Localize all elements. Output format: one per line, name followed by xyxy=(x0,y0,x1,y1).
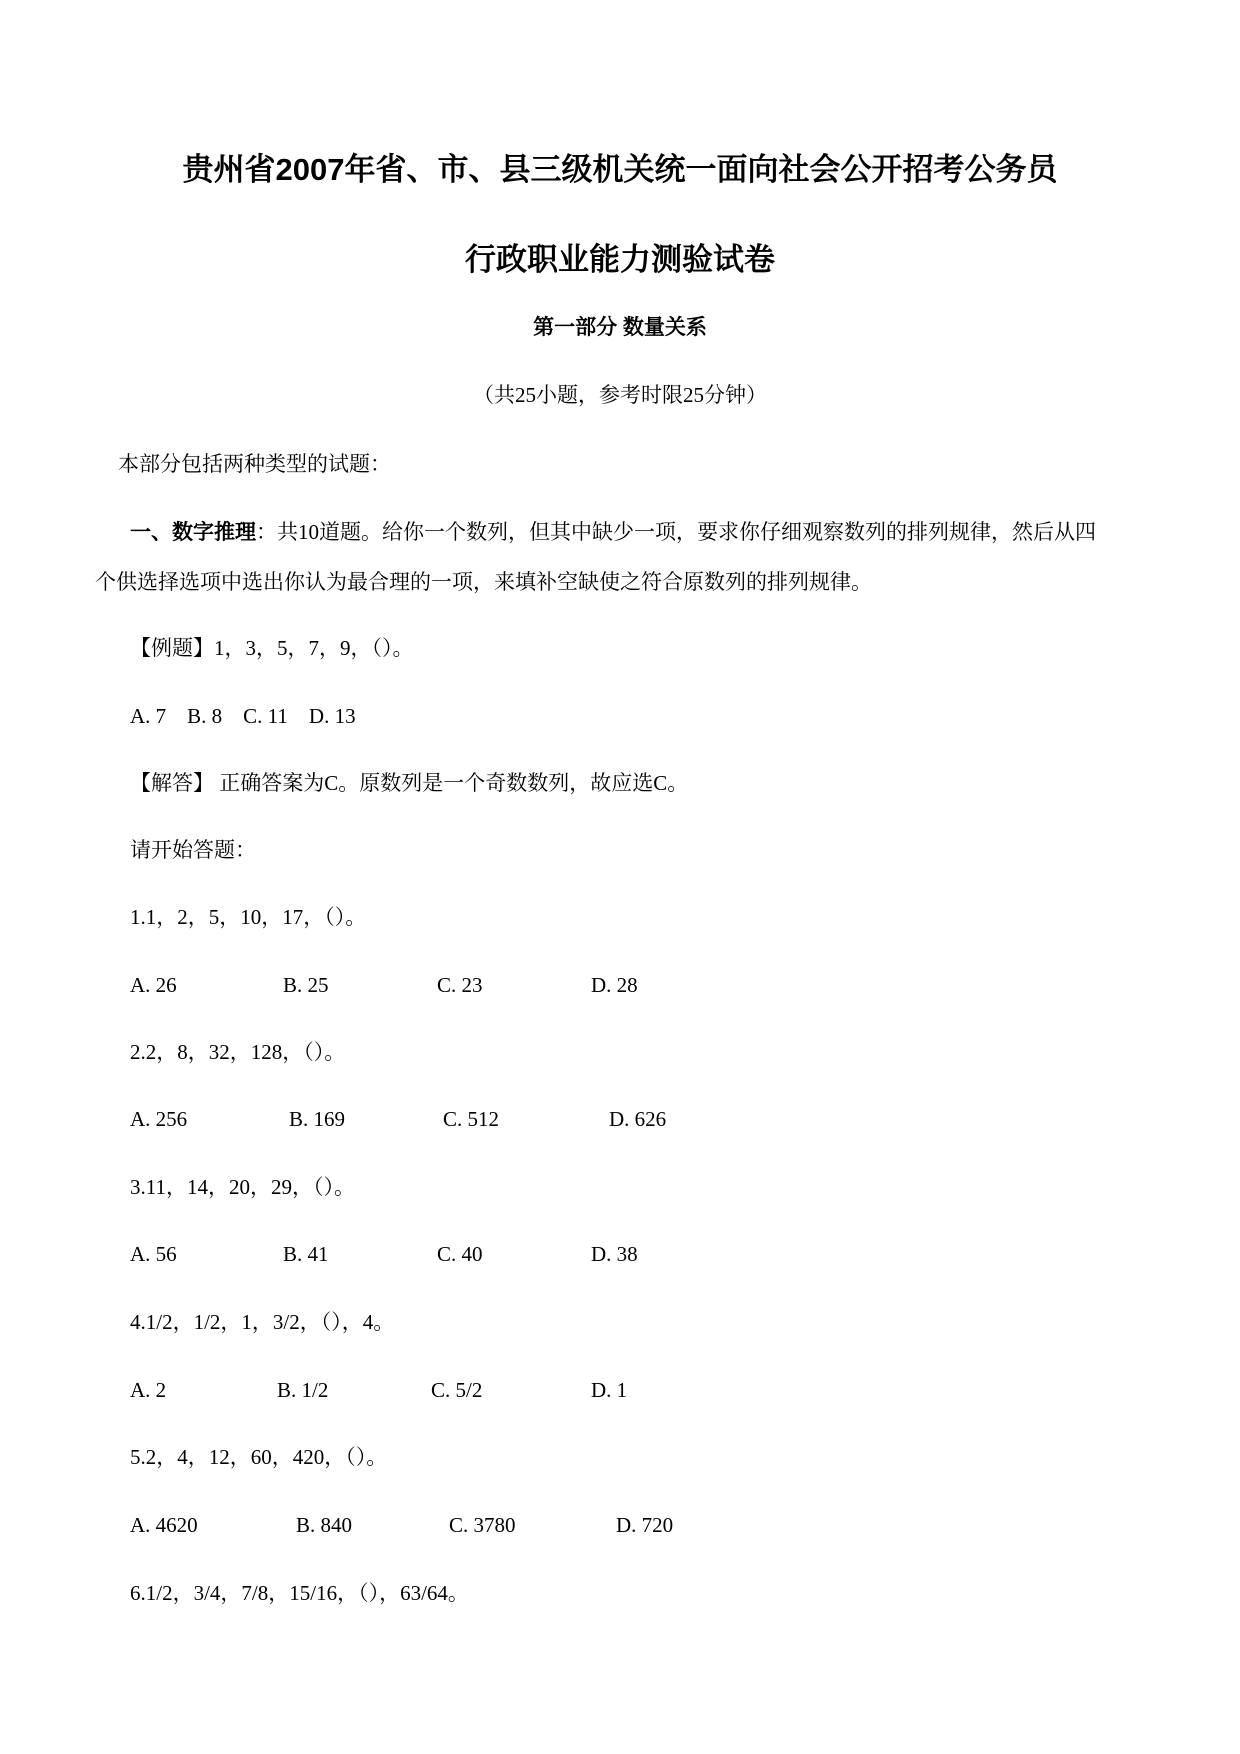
question-1-option-b: B. 25 xyxy=(283,973,329,997)
question-1-stem: 1.1，2，5，10，17，（）。 xyxy=(130,905,367,929)
question-4-option-a: A. 2 xyxy=(130,1378,167,1402)
question-2-option-b: B. 169 xyxy=(289,1107,346,1131)
question-3-option-d: D. 38 xyxy=(591,1242,638,1266)
question-3-option-a: A. 56 xyxy=(130,1242,177,1266)
question-5-option-d: D. 720 xyxy=(616,1513,674,1537)
question-4-option-c: C. 5/2 xyxy=(431,1378,483,1402)
start-prompt: 请开始答题： xyxy=(130,838,256,862)
question-4-option-d: D. 1 xyxy=(591,1378,628,1402)
question-2-option-c: C. 512 xyxy=(443,1107,500,1131)
question-6-stem: 6.1/2，3/4，7/8，15/16，（），63/64。 xyxy=(130,1581,469,1605)
question-5-option-a: A. 4620 xyxy=(130,1513,198,1537)
section-1-text-line-1: ：共10道题。给你一个数列，但其中缺少一项，要求你仔细观察数列的排列规律，然后从四 xyxy=(256,520,1096,544)
question-2-option-a: A. 256 xyxy=(130,1107,188,1131)
question-1-option-c: C. 23 xyxy=(437,973,483,997)
question-2-stem: 2.2，8，32，128，（）。 xyxy=(130,1040,346,1064)
question-3-option-b: B. 41 xyxy=(283,1242,329,1266)
question-1-option-d: D. 28 xyxy=(591,973,638,997)
question-2-option-d: D. 626 xyxy=(609,1107,667,1131)
document-title-line-1: 贵州省2007年省、市、县三级机关统一面向社会公开招考公务员 xyxy=(182,152,1058,187)
question-4-stem: 4.1/2，1/2，1，3/2，（），4。 xyxy=(130,1310,395,1334)
question-3-stem: 3.11，14，20，29，（）。 xyxy=(130,1175,355,1199)
question-3-option-c: C. 40 xyxy=(437,1242,483,1266)
example-options: A. 7 B. 8 C. 11 D. 13 xyxy=(130,704,356,728)
question-1-option-a: A. 26 xyxy=(130,973,177,997)
section-1-label: 一、数字推理 xyxy=(130,520,256,544)
example-question: 【例题】1，3，5，7，9，（）。 xyxy=(130,636,414,660)
question-5-stem: 5.2，4，12，60，420，（）。 xyxy=(130,1445,388,1469)
question-4-option-b: B. 1/2 xyxy=(277,1378,329,1402)
example-answer: 【解答】 正确答案为C。原数列是一个奇数数列，故应选C。 xyxy=(130,771,689,795)
intro-text: 本部分包括两种类型的试题： xyxy=(118,452,391,476)
question-5-option-b: B. 840 xyxy=(296,1513,353,1537)
section-1-paragraph-line-1 xyxy=(130,518,1096,546)
section-1-paragraph-line-2: 个供选择选项中选出你认为最合理的一项，来填补空缺使之符合原数列的排列规律。 xyxy=(95,570,872,594)
part-heading: 第一部分 数量关系 xyxy=(533,316,707,339)
question-5-option-c: C. 3780 xyxy=(449,1513,516,1537)
document-title-line-2: 行政职业能力测验试卷 xyxy=(465,242,775,277)
part-note: （共25小题，参考时限25分钟） xyxy=(473,383,767,407)
